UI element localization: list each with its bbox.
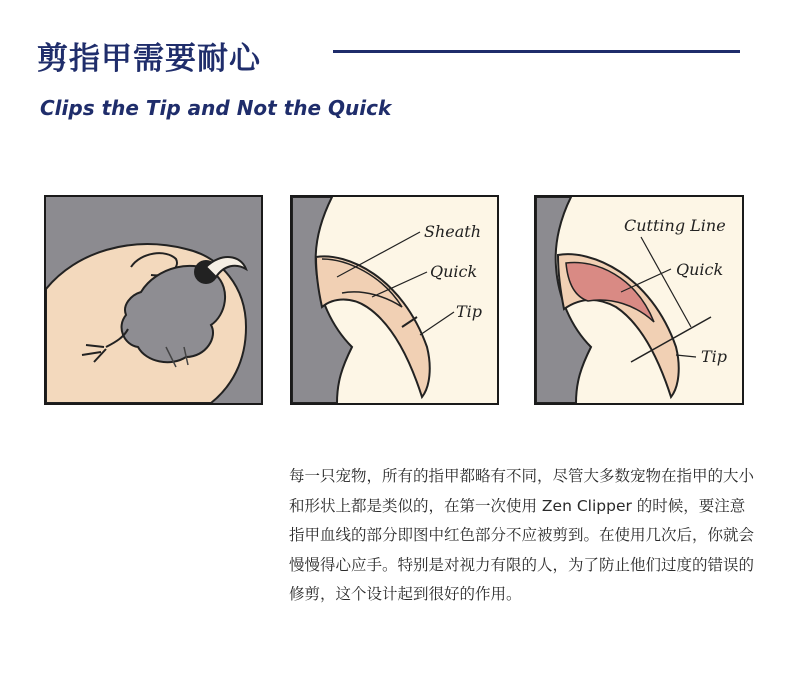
description-paragraph: 每一只宠物，所有的指甲都略有不同，尽管大多数宠物在指甲的大小和形状上都是类似的，在第一次使用 Zen Clipper 的时候，要注意指甲血线的部分即图中红色部分不应被剪到。在使用几次后，你就会慢慢得心应手。特别是对视力有限的人，为了防止他们过度的错误的修剪，这个设计起到很好的作用。 — [289, 467, 755, 603]
title-divider — [333, 50, 740, 53]
illustration-paw-in-hand — [44, 195, 263, 405]
label-sheath: Sheath — [424, 222, 482, 241]
label-tip: Tip — [701, 347, 728, 366]
label-cutting-line: Cutting Line — [624, 216, 726, 235]
illustration-claw-anatomy — [290, 195, 499, 405]
illustration-cutting-line — [534, 195, 744, 405]
label-quick: Quick — [430, 262, 478, 281]
label-tip: Tip — [456, 302, 483, 321]
page-title: 剪指甲需要耐心 — [37, 41, 261, 77]
page-subtitle: Clips the Tip and Not the Quick — [40, 96, 392, 120]
label-quick: Quick — [676, 260, 724, 279]
